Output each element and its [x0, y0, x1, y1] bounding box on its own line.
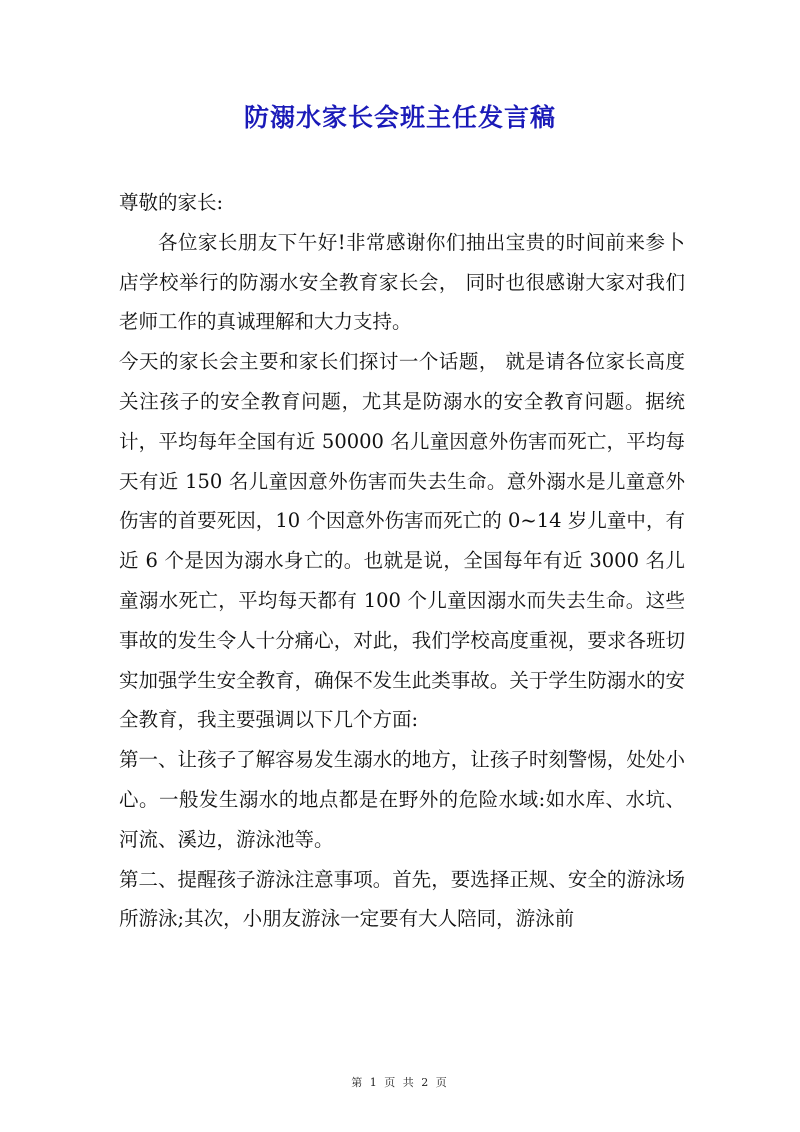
page-footer: 第 1 页 共 2 页	[351, 1076, 449, 1089]
greeting: 尊敬的家长:	[119, 191, 224, 214]
paragraph-point-two: 第二、提醒孩子游泳注意事项。首先，要选择正规、安全的游泳场所游泳;其次，小朋友游泳一定要有大人陪同，游泳前	[119, 867, 685, 931]
paragraph-opening: 各位家长朋友下午好!非常感谢你们抽出宝贵的时间前来参卜店学校举行的防溺水安全教育家长会， 同时也很感谢大家对我们老师工作的真诚理解和大力支持。	[119, 230, 685, 334]
document-body	[119, 183, 685, 939]
document-title: 防溺水家长会班主任发言稿	[243, 103, 556, 132]
paragraph-topic: 今天的家长会主要和家长们探讨一个话题， 就是请各位家长高度关注孩子的安全教育问题，尤其是防溺水的安全教育问题。据统计，平均每年全国有近 50000 名儿童因意外伤害而死亡，平均每天有近 150 名儿童因意外伤害而失去生命。意外溺水是儿童意外伤害的首要死因，10 个因意外伤害而死亡的 0~14 岁儿童中，有近 6 个是因为溺水身亡的。也就是说，全国每年有近 3000 名儿童溺水死亡，平均每天都有 100 个儿童因溺水而失去生命。这些事故的发生令人十分痛心，对此，我们学校高度重视，要求各班切实加强学生安全教育，确保不发生此类事故。关于学生防溺水的安全教育，我主要强调以下几个方面:	[119, 350, 685, 732]
paragraph-point-one: 第一、让孩子了解容易发生溺水的地方，让孩子时刻警惕，处处小心。一般发生溺水的地点都是在野外的危险水域:如水库、水坑、河流、溪边，游泳池等。	[119, 748, 685, 851]
